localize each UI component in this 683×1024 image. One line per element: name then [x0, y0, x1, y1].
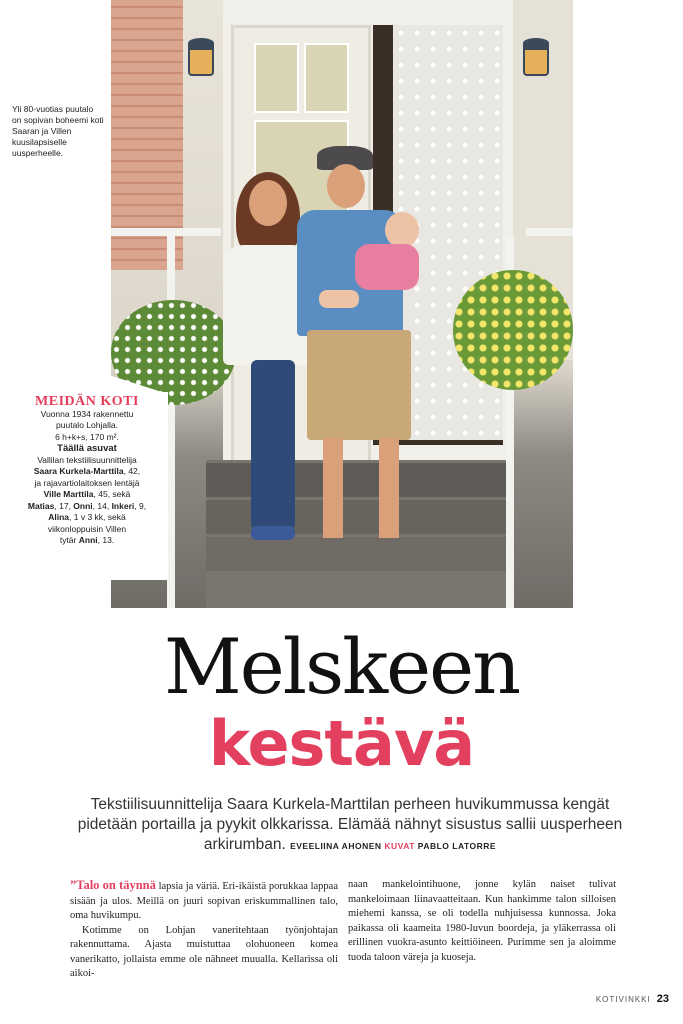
lead-text: Tekstiilisuunnittelija Saara Kurkela-Marttilan perheen huvikummussa kengät pidetään portailla ja pyykit olkkarissa. Elämää nähnyt sisustus sallii uusperheen arkirumban.	[77, 796, 623, 853]
info-resident-line: Vallilan tekstiilisuunnittelija	[37, 454, 137, 465]
body-paragraph: Kotimme on Lohjan vaneritehtaan työnjohtajan rakennuttama. Ajasta muistuttaa olohuoneen komea vanerikatto, jollaista emme ole nähneet muualla. Kellarissa oli aikoi-	[70, 924, 338, 979]
body-column-2	[348, 878, 616, 965]
info-resident-line: tytär Anni, 13.	[59, 535, 115, 545]
info-resident-line: ja rajavartiolaitoksen lentäjä	[34, 477, 140, 488]
railing-right	[526, 228, 573, 236]
page-number: 23	[656, 993, 669, 1005]
lead-paragraph	[70, 795, 630, 856]
photos-label: KUVAT	[384, 841, 415, 851]
info-resident-line: Alina, 1 v 3 kk, sekä	[48, 512, 126, 522]
body-paragraph: ”Talo on täynnä lapsia ja väriä. Eri-ikäistä porukkaa lappaa sisään ja ulos. Meillä on juuri sopivan eriskummallinen talo, oma huvikumpu.	[70, 878, 338, 921]
photo-caption: Yli 80-vuotias puutalo on sopivan boheemi koti Saaran ja Villen kuusilapsiselle uusperheelle.	[12, 104, 104, 158]
cover-photo	[111, 0, 573, 608]
railing-left	[111, 228, 221, 236]
info-resident-line: Matias, 17, Onni, 14, Inkeri, 9,	[27, 500, 147, 511]
body-paragraph: naan mankelointihuone, jonne kylän naiset tulivat mankeloimaan liinavaatteitaan. Kun hankimme talon silloisen miehemi kanssa, se oli todella nuhjuisessa kunnossa. Joka paikassa oli kaameita 1980-luvun boordeja, ja yläkerrassa oli erillinen vuokra-asunto keittiöineen. Purimme sen ja aloimme tuoda taloon väreja ja kuoseja.	[348, 879, 616, 963]
info-box-title: MEIDÄN KOTI	[35, 394, 139, 409]
author: EVEELIINA AHONEN	[290, 841, 382, 851]
info-resident-line: Saara Kurkela-Marttila, 42,	[33, 466, 141, 476]
headline-line2: kestävä	[208, 707, 475, 780]
info-house-line: Vuonna 1934 rakennettu	[40, 408, 134, 419]
info-box-roof	[6, 368, 168, 394]
page-footer	[596, 993, 669, 1005]
wall-lamp-right	[519, 38, 553, 80]
paragraph-opener: ”Talo on täynnä	[70, 878, 156, 892]
info-house-line: 6 h+k+s, 170 m².	[55, 431, 119, 442]
info-resident-line: Ville Marttila, 45, sekä	[43, 489, 131, 499]
photographer: PABLO LATORRE	[417, 841, 497, 851]
info-resident-line: viikonloppuisin Villen	[47, 523, 127, 534]
info-residents-heading: Täällä asuvat	[57, 443, 117, 454]
info-box	[6, 392, 168, 580]
flower-planter-right	[453, 270, 573, 390]
info-house-line: puutalo Lohjalla.	[56, 420, 118, 430]
magazine-name: KOTIVINKKI	[595, 995, 651, 1004]
headline-line1: Melskeen	[163, 622, 520, 711]
wall-lamp-left	[184, 38, 218, 80]
railing-post-left	[167, 236, 175, 608]
body-column-1	[70, 878, 338, 982]
credits	[290, 841, 496, 851]
